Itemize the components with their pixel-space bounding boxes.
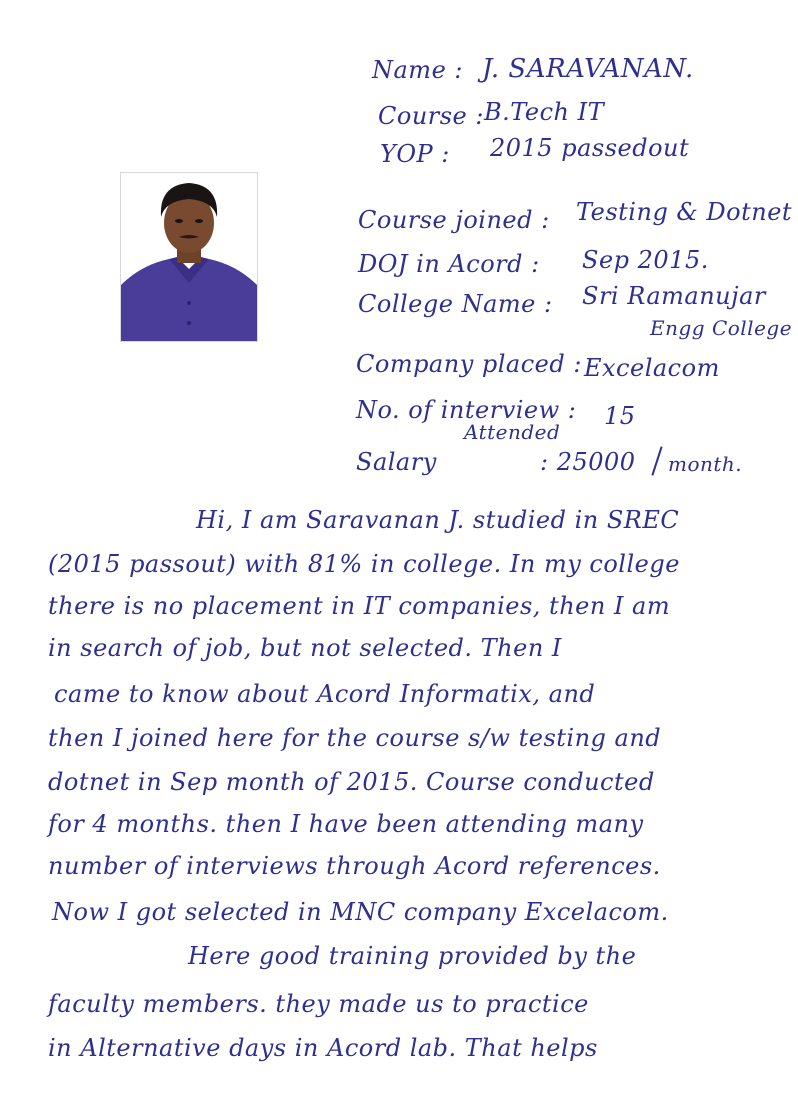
testimonial-line: in search of job, but not selected. Then I [48, 634, 562, 662]
testimonial-line: (2015 passout) with 81% in college. In my college [48, 550, 680, 578]
student-photo [120, 172, 258, 342]
doj-value: Sep 2015. [582, 246, 709, 274]
testimonial-line: there is no placement in IT companies, then I am [48, 592, 671, 620]
name-label: Name : [372, 56, 463, 84]
college-label: College Name : [358, 290, 553, 318]
testimonial-line: for 4 months. then I have been attending many [48, 810, 644, 838]
company-label: Company placed : [356, 350, 582, 378]
yop-label: YOP : [380, 140, 450, 168]
interviews-label-attended: Attended [464, 420, 561, 444]
testimonial-line: Now I got selected in MNC company Excelacom. [52, 898, 669, 926]
company-value: Excelacom [584, 354, 720, 382]
course-joined-value: Testing & Dotnet [576, 198, 793, 226]
course-value: B.Tech IT [484, 98, 605, 126]
salary-unit: month. [668, 452, 743, 476]
course-joined-label: Course joined : [358, 206, 550, 234]
testimonial-line: dotnet in Sep month of 2015. Course conducted [48, 768, 655, 796]
testimonial-line: came to know about Acord Informatix, and [54, 680, 596, 708]
salary-label: Salary [356, 448, 437, 476]
interviews-label: No. of interview : [356, 396, 577, 424]
testimonial-line: faculty members. they made us to practice [48, 990, 589, 1018]
testimonial-line: then I joined here for the course s/w testing and [48, 724, 662, 752]
testimonial-line: Hi, I am Saravanan J. studied in SREC [196, 506, 680, 534]
college-value-line1: Sri Ramanujar [582, 282, 766, 310]
testimonial-line: in Alternative days in Acord lab. That helps [48, 1034, 598, 1062]
interviews-value: 15 [604, 402, 636, 430]
testimonial-line: number of interviews through Acord references. [48, 852, 661, 880]
testimonial-line: Here good training provided by the [188, 942, 637, 970]
yop-value: 2015 passedout [490, 134, 690, 162]
salary-value: : 25000 [540, 448, 636, 476]
salary-slash [651, 446, 662, 475]
doj-label: DOJ in Acord : [358, 250, 540, 278]
name-value: J. SARAVANAN. [482, 54, 694, 84]
college-value-line2: Engg College [650, 316, 793, 340]
course-label: Course : [378, 102, 484, 130]
